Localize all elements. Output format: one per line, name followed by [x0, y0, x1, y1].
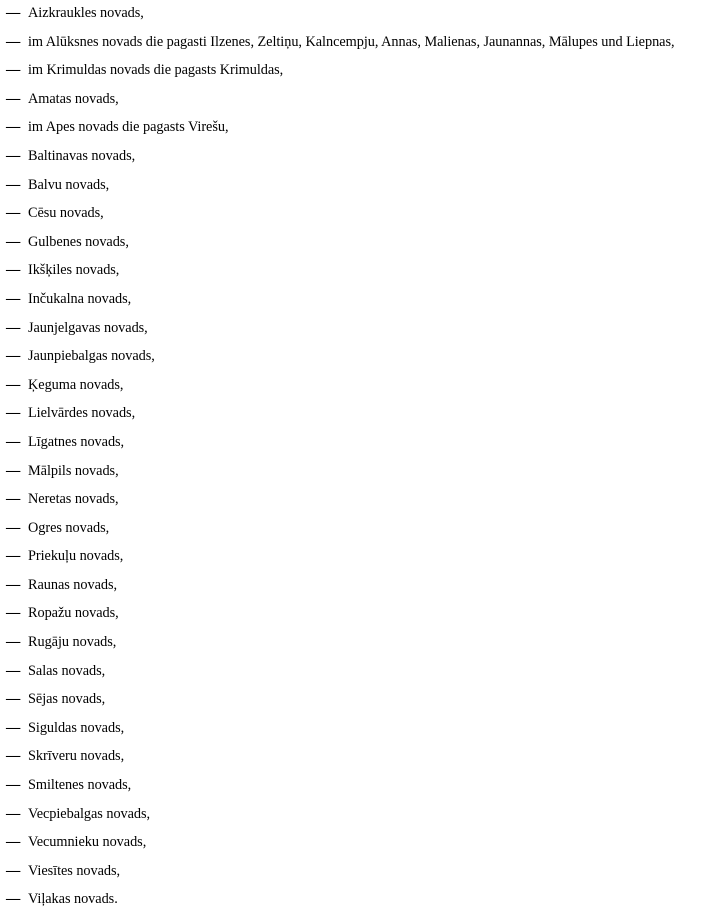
list-item	[6, 718, 706, 747]
list-dash: —	[6, 548, 21, 565]
list-dash: —	[6, 748, 21, 765]
list-item-text: Jaunpiebalgas novads,	[28, 348, 155, 365]
list-item	[6, 3, 706, 32]
list-dash: —	[6, 777, 21, 794]
list-item-text: Amatas novads,	[28, 90, 119, 107]
list-item-text: Mālpils novads,	[28, 462, 119, 479]
list-item	[6, 318, 706, 347]
list-item	[6, 889, 706, 918]
list-item-text: Vecpiebalgas novads,	[28, 805, 151, 822]
list-item-text: Ropažu novads,	[28, 605, 119, 622]
region-list	[6, 3, 706, 918]
list-dash: —	[6, 576, 21, 593]
list-dash: —	[6, 491, 21, 508]
list-dash: —	[6, 233, 21, 250]
list-item	[6, 832, 706, 861]
list-item	[6, 546, 706, 575]
list-item-text: Lielvārdes novads,	[28, 405, 136, 422]
list-item	[6, 346, 706, 375]
list-dash: —	[6, 62, 21, 79]
list-item	[6, 260, 706, 289]
list-item-text: Siguldas novads,	[28, 719, 125, 736]
list-dash: —	[6, 290, 21, 307]
list-dash: —	[6, 176, 21, 193]
list-item	[6, 518, 706, 547]
list-item-text: Raunas novads,	[28, 576, 118, 593]
list-dash: —	[6, 834, 21, 851]
list-item-text: Vecumnieku novads,	[28, 834, 147, 851]
list-dash: —	[6, 862, 21, 879]
list-item	[6, 804, 706, 833]
list-item	[6, 146, 706, 175]
list-item	[6, 232, 706, 261]
list-dash: —	[6, 719, 21, 736]
list-item	[6, 375, 706, 404]
list-item-text: Priekuļu novads,	[28, 548, 124, 565]
list-dash: —	[6, 348, 21, 365]
list-item-text: Baltinavas novads,	[28, 147, 136, 164]
list-item-text: Cēsu novads,	[28, 205, 104, 222]
list-item	[6, 632, 706, 661]
list-dash: —	[6, 691, 21, 708]
list-item-text: Smiltenes novads,	[28, 777, 132, 794]
list-item	[6, 32, 706, 61]
list-dash: —	[6, 262, 21, 279]
list-item-text: Balvu novads,	[28, 176, 110, 193]
list-item	[6, 432, 706, 461]
list-item	[6, 689, 706, 718]
list-item-text: Gulbenes novads,	[28, 233, 129, 250]
list-dash: —	[6, 805, 21, 822]
list-item	[6, 575, 706, 604]
list-item-text: Neretas novads,	[28, 491, 119, 508]
list-item-text: Salas novads,	[28, 662, 106, 679]
list-dash: —	[6, 205, 21, 222]
list-item-text: Ikšķiles novads,	[28, 262, 120, 279]
list-dash: —	[6, 634, 21, 651]
list-item-text: Viļakas novads.	[28, 891, 118, 908]
list-item	[6, 117, 706, 146]
list-item	[6, 403, 706, 432]
list-item-text: Viesītes novads,	[28, 862, 121, 879]
list-item	[6, 489, 706, 518]
list-item	[6, 775, 706, 804]
list-item-text: Jaunjelgavas novads,	[28, 319, 148, 336]
list-item-text: Inčukalna novads,	[28, 290, 132, 307]
list-item	[6, 289, 706, 318]
list-item-text: im Krimuldas novads die pagasts Krimuldas,	[28, 62, 284, 79]
list-dash: —	[6, 33, 21, 50]
list-item	[6, 746, 706, 775]
list-item-text: Līgatnes novads,	[28, 433, 125, 450]
list-item	[6, 603, 706, 632]
list-dash: —	[6, 519, 21, 536]
list-item-text: Ķeguma novads,	[28, 376, 124, 393]
list-dash: —	[6, 5, 21, 21]
list-item-text: Aizkraukles novads,	[28, 5, 144, 21]
list-dash: —	[6, 405, 21, 422]
list-item	[6, 861, 706, 890]
list-dash: —	[6, 376, 21, 393]
list-dash: —	[6, 90, 21, 107]
list-dash: —	[6, 605, 21, 622]
list-item	[6, 60, 706, 89]
list-item	[6, 203, 706, 232]
list-dash: —	[6, 462, 21, 479]
list-dash: —	[6, 662, 21, 679]
list-item	[6, 175, 706, 204]
list-dash: —	[6, 319, 21, 336]
list-item-text: im Apes novads die pagasts Virešu,	[28, 119, 229, 136]
list-item-text: Sējas novads,	[28, 691, 106, 708]
list-dash: —	[6, 119, 21, 136]
list-item	[6, 661, 706, 690]
list-item-text: im Alūksnes novads die pagasti Ilzenes, Zeltiņu, Kalncempju, Annas, Malienas, Jaunannas, Mālupes und Liepnas,	[28, 33, 675, 50]
list-item-text: Rugāju novads,	[28, 634, 117, 651]
list-item	[6, 89, 706, 118]
list-item	[6, 461, 706, 490]
list-dash: —	[6, 147, 21, 164]
list-dash: —	[6, 433, 21, 450]
list-dash: —	[6, 891, 21, 908]
list-item-text: Skrīveru novads,	[28, 748, 125, 765]
list-item-text: Ogres novads,	[28, 519, 110, 536]
